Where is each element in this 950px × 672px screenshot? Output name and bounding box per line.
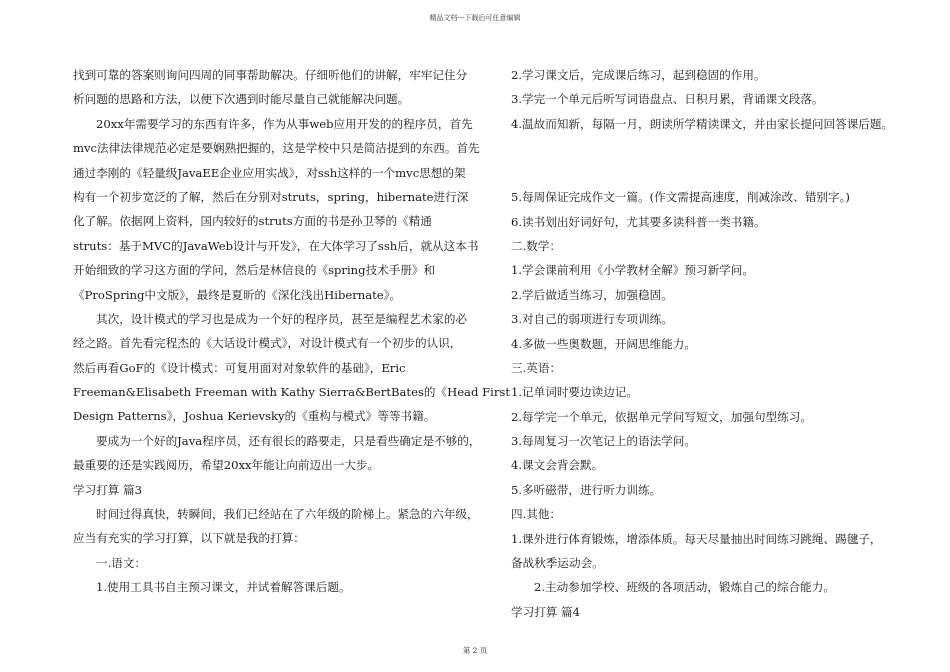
text-line: 1.学会课前利用《小学教材全解》预习新学问。	[511, 263, 754, 278]
text-line: 构有一个初步宽泛的了解，然后在分别对struts，spring，hibernate进行深	[73, 189, 469, 204]
text-line: 3.对自己的弱项进行专项训练。	[511, 312, 673, 327]
text-line: 1.使用工具书自主预习课文，并试着解答课后题。	[96, 580, 351, 595]
page-number: 第 2 页	[462, 646, 488, 655]
text-line: 20xx年需要学习的东西有许多，作为从事web应用开发的的程序员，首先	[96, 116, 473, 131]
text-line: 找到可靠的答案则询问四周的同事帮助解决。仔细听他们的讲解，牢牢记住分	[73, 68, 468, 82]
text-line: 经之路。首先看完程杰的《大话设计模式》，对设计模式有一个初步的认识，	[73, 336, 462, 351]
text-line: 2.每学完一个单元，依据单元学问写短文，加强句型练习。	[511, 409, 812, 424]
text-line: 1.记单词时要边读边记。	[511, 385, 638, 400]
text-line: 6.读书划出好词好句，尤其要多读科普一类书籍。	[511, 214, 766, 229]
text-line: 二.数学：	[511, 238, 562, 253]
text-line: 四.其他：	[511, 507, 562, 522]
text-line: Freeman&Elisabeth Freeman with Kathy Sierra&BertBates的《Head First	[73, 385, 510, 400]
text-line: 要成为一个好的Java程序员，还有很长的路要走，只是看些确定是不够的，	[96, 433, 481, 448]
text-line: mvc法律法律规范必定是要娴熟把握的，这是学校中只是简洁提到的东西。首先	[73, 141, 480, 156]
text-line: 然后再看GoF的《设计模式：可复用面对对象软件的基础》，Eric	[73, 360, 406, 375]
text-line: 1.课外进行体育锻炼，增添体质。每天尽量抽出时间练习跳绳、踢毽子，	[511, 531, 882, 546]
text-line: 析问题的思路和方法，以便下次遇到时能尽量自己就能解决问题。	[73, 92, 410, 107]
text-line: 5.多听磁带，进行听力训练。	[511, 482, 662, 497]
text-line: 4.课文会背会默。	[511, 458, 604, 473]
text-line: 其次，设计模式的学习也是成为一个好的程序员，甚至是编程艺术家的必	[96, 311, 468, 326]
text-line: 5.每周保证完成作文一篇。(作文需提高速度，削减涂改、错别字。)	[511, 190, 850, 205]
right-column	[511, 63, 893, 624]
text-line: 学习打算 篇4	[511, 604, 581, 619]
text-line: 应当有充实的学习打算，以下就是我的打算：	[73, 531, 305, 546]
text-line: 学习打算 篇3	[73, 482, 143, 497]
text-line: 三.英语：	[511, 360, 562, 375]
page-header: 精品文档---下载后可任意编辑	[429, 14, 521, 22]
text-line: 3.学完一个单元后听写词语盘点、日积月累，背诵课文段落。	[511, 92, 824, 107]
text-line: 时间过得真快，转瞬间，我们已经站在了六年级的阶梯上。紧急的六年级，	[96, 507, 479, 522]
text-line: 4.多做一些奥数题，开阔思维能力。	[511, 336, 696, 351]
text-line: 通过李刚的《轻量级JavaEE企业应用实战》，对ssh这样的一个mvc思想的架	[73, 165, 466, 180]
text-line: 2.主动参加学校、班级的各项活动，锻炼自己的综合能力。	[534, 580, 835, 595]
left-column	[73, 63, 510, 600]
text-line: 2.学后做适当练习，加强稳固。	[511, 287, 673, 302]
text-line: 3.每周复习一次笔记上的语法学问。	[511, 434, 696, 449]
text-line: 备战秋季运动会。	[511, 556, 604, 571]
text-line: 一.语文：	[96, 555, 147, 570]
text-line: 最重要的还是实践阅历，希望20xx年能让向前迈出一大步。	[73, 458, 380, 473]
text-line: 2.学习课文后，完成课后练习，起到稳固的作用。	[511, 68, 766, 82]
text-line: 《ProSpring中文版》，最终是夏昕的《深化浅出Hibernate》。	[73, 287, 402, 302]
text-line: 4.温故而知新，每隔一月，朗读所学精读课文，并由家长提问回答课后题。	[511, 116, 894, 131]
text-line: 化了解。依据网上资料，国内较好的struts方面的书是孙卫琴的《精通	[73, 214, 432, 229]
text-line: 开始细致的学习这方面的学问，然后是林信良的《spring技术手册》和	[73, 263, 436, 278]
text-line: Design Patterns》，Joshua Kerievsky的《重构与模式》等等书籍。	[73, 409, 436, 424]
text-line: struts：基于MVC的JavaWeb设计与开发》，在大体学习了ssh后，就从这本书	[73, 238, 479, 253]
